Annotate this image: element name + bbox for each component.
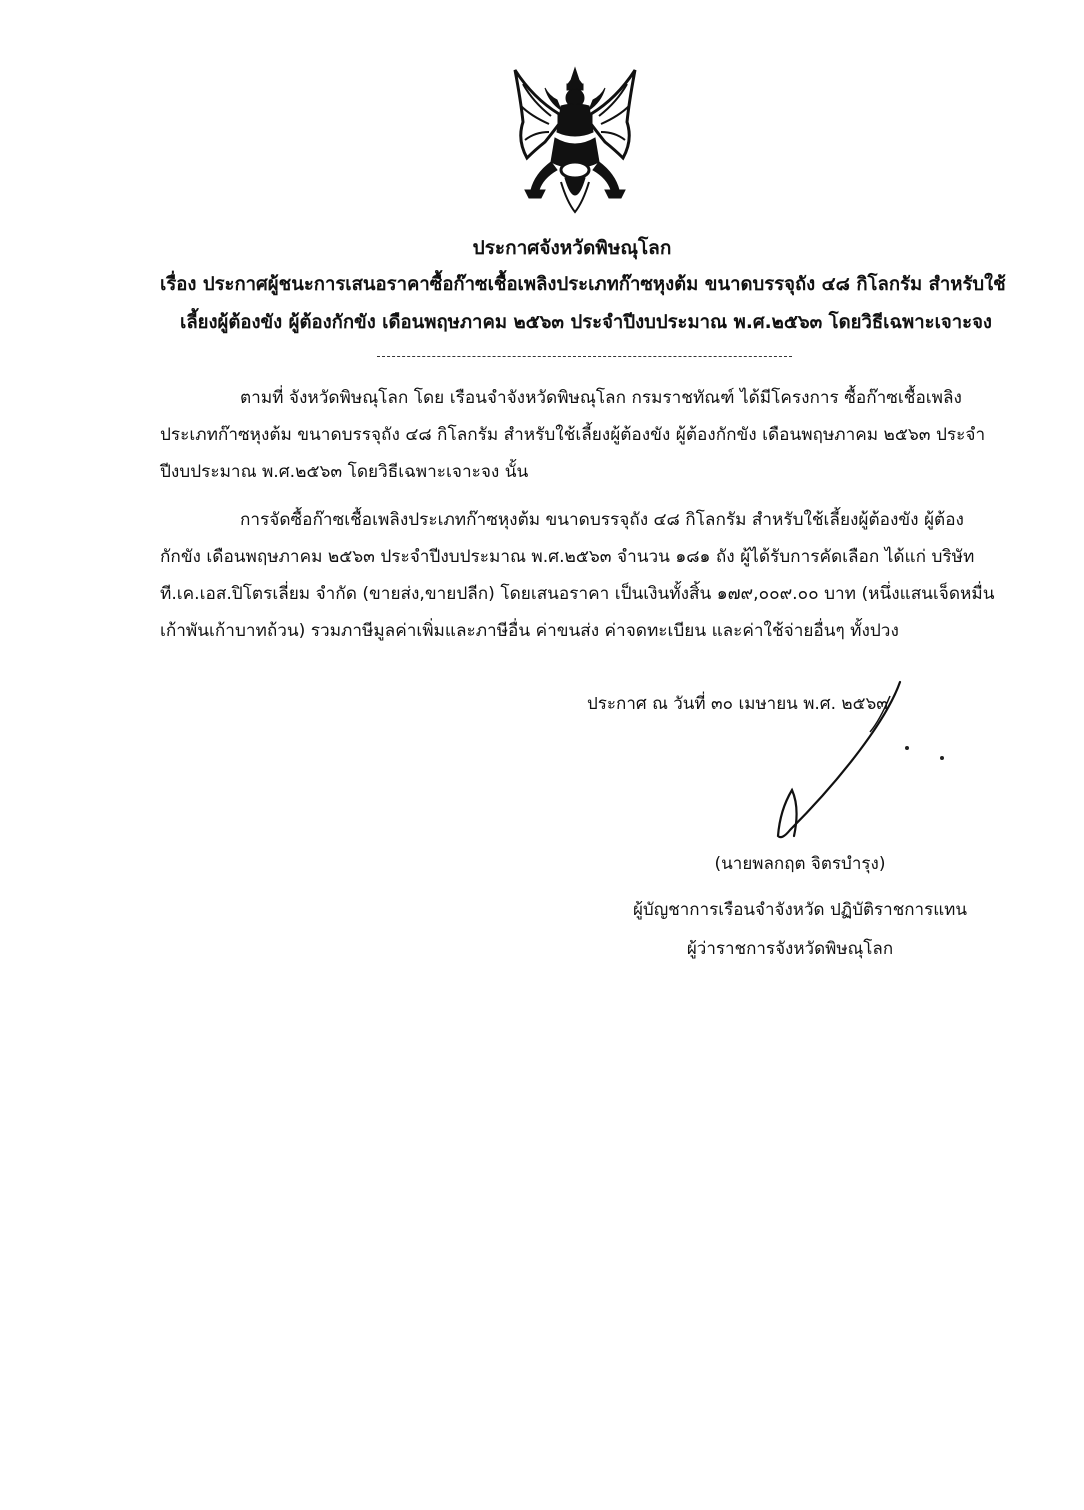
para1-line-2: ประเภทก๊าซหุงต้ม ขนาดบรรจุถัง ๔๘ กิโลกรัม สำหรับใช้เลี้ยงผู้ต้องขัง ผู้ต้องกักขัง เดือนพฤษภาคม ๒๕๖๓ ประจำ: [160, 425, 986, 445]
para1-line-3: ปีงบประมาณ พ.ศ.๒๕๖๓ โดยวิธีเฉพาะเจาะจง นั้น: [160, 462, 529, 482]
paragraph-2: [160, 502, 1040, 650]
para2-line-2: กักขัง เดือนพฤษภาคม ๒๕๖๓ ประจำปีงบประมาณ พ.ศ.๒๕๖๓ จำนวน ๑๘๑ ถัง ผู้ได้รับการคัดเลือก ได้แก่ บริษัท: [160, 547, 975, 567]
announcement-date: ประกาศ ณ วันที่ ๓๐ เมษายน พ.ศ. ๒๕๖๓: [587, 694, 888, 714]
signatory-position: ผู้บัญชาการเรือนจำจังหวัด ปฏิบัติราชการแทน: [632, 900, 968, 920]
subject-line-1: เรื่อง ประกาศผู้ชนะการเสนอราคาซื้อก๊าซเชื้อเพลิงประเภทก๊าซหุงต้ม ขนาดบรรจุถัง ๔๘ กิโลกรัม สำหรับใช้: [160, 274, 1006, 295]
paragraph-1: [160, 380, 1040, 491]
para2-line-4: เก้าพันเก้าบาทถ้วน) รวมภาษีมูลค่าเพิ่มและภาษีอื่น ค่าขนส่ง ค่าจดทะเบียน และค่าใช้จ่ายอื่นๆ ทั้งปวง: [160, 621, 899, 641]
para2-line-3: ที.เค.เอส.ปิโตรเลี่ยม จำกัด (ขายส่ง,ขายปลีก) โดยเสนอราคา เป็นเงินทั้งสิ้น ๑๗๙,๐๐๙.๐๐ บาท (หนึ่งแสนเจ็ดหมื่น: [160, 584, 995, 604]
para2-line-1: การจัดซื้อก๊าซเชื้อเพลิงประเภทก๊าซหุงต้ม ขนาดบรรจุถัง ๔๘ กิโลกรัม สำหรับใช้เลี้ยงผู้ต้องขัง ผู้ต้อง: [240, 510, 964, 530]
announcement-subject: [160, 266, 1020, 342]
para1-line-1: ตามที่ จังหวัดพิษณุโลก โดย เรือนจำจังหวัดพิษณุโลก กรมราชทัณฑ์ ได้มีโครงการ ซื้อก๊าซเชื้อเพลิง: [240, 388, 962, 408]
ink-dot: [905, 746, 909, 750]
signatory-office: ผู้ว่าราชการจังหวัดพิษณุโลก: [686, 939, 894, 959]
announcement-title: ประกาศจังหวัดพิษณุโลก: [472, 237, 672, 259]
signatory-name: (นายพลกฤต จิตรบำรุง): [714, 854, 886, 874]
separator-line: [377, 356, 792, 357]
subject-line-2: เลี้ยงผู้ต้องขัง ผู้ต้องกักขัง เดือนพฤษภาคม ๒๕๖๓ ประจำปีงบประมาณ พ.ศ.๒๕๖๓ โดยวิธีเฉพาะเจาะจง: [180, 312, 992, 333]
ink-dot: [940, 756, 944, 760]
garuda-emblem: [505, 62, 645, 220]
signature: [730, 680, 950, 850]
